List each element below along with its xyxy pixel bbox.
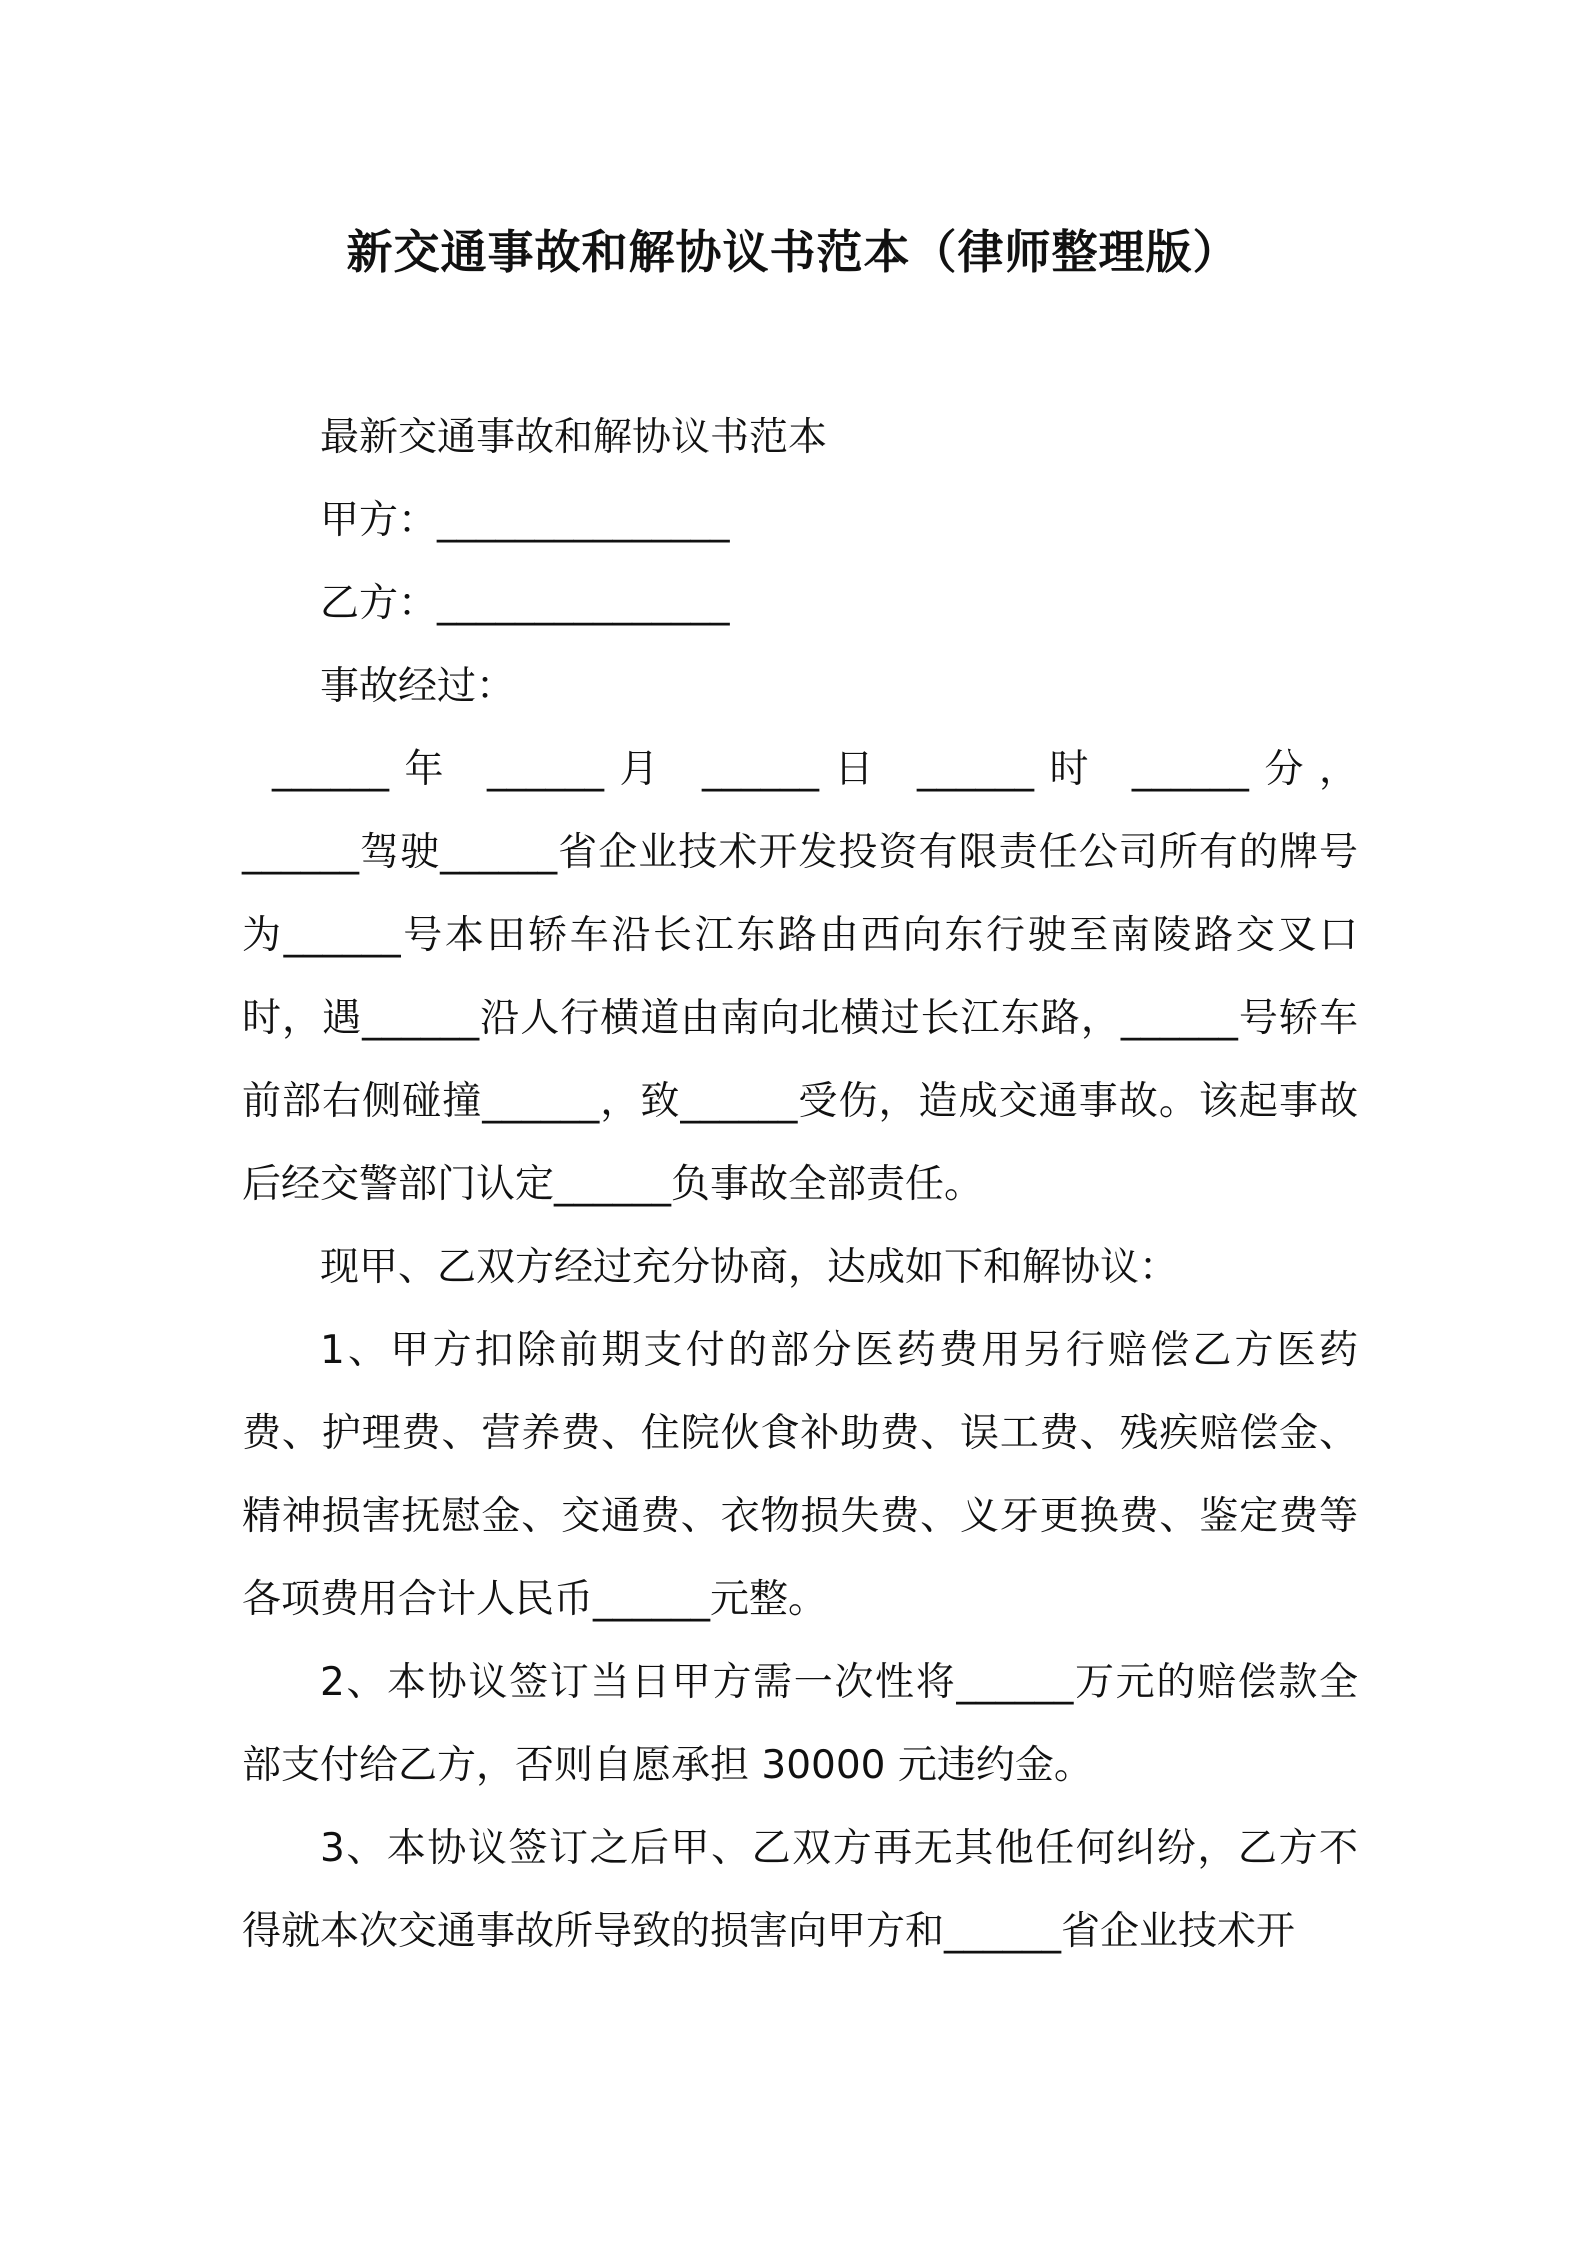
party-b-line: 乙方：_______________: [320, 581, 730, 626]
clause-3: 3、本协议签订之后甲、乙双方再无其他任何纠纷，乙方不得就本次交通事故所导致的损害向甲方和______省企业技术开: [242, 1826, 1358, 1954]
accident-description: ______驾驶______省企业技术开发投资有限责任公司所有的牌号为______号本田轿车沿长江东路由西向东行驶至南陵路交叉口时，遇______沿人行横道由南向北横过长江东路，______号轿车前部右侧碰撞______，致______受伤，造成交通事故。该起事故后经交警部门认定______负事故全部责任。: [242, 830, 1358, 1207]
accident-date-line: ______年 ______月 ______日 ______时 ______分，: [272, 747, 1358, 792]
accident-heading: 事故经过：: [320, 664, 516, 709]
party-a-line: 甲方：_______________: [320, 498, 730, 543]
document-title: 新交通事故和解协议书范本（律师整理版）: [346, 225, 1240, 279]
clause-1: 1、甲方扣除前期支付的部分医药费用另行赔偿乙方医药费、护理费、营养费、住院伙食补助费、误工费、残疾赔偿金、精神损害抚慰金、交通费、衣物损失费、义牙更换费、鉴定费等各项费用合计人民币______元整。: [242, 1328, 1358, 1622]
document-body: [242, 396, 1358, 1973]
agreement-intro: 现甲、乙双方经过充分协商，达成如下和解协议：: [320, 1245, 1179, 1290]
subtitle-line: 最新交通事故和解协议书范本: [320, 415, 828, 460]
clause-2: 2、本协议签订当日甲方需一次性将______万元的赔偿款全部支付给乙方，否则自愿承担 30000 元违约金。: [242, 1660, 1358, 1788]
